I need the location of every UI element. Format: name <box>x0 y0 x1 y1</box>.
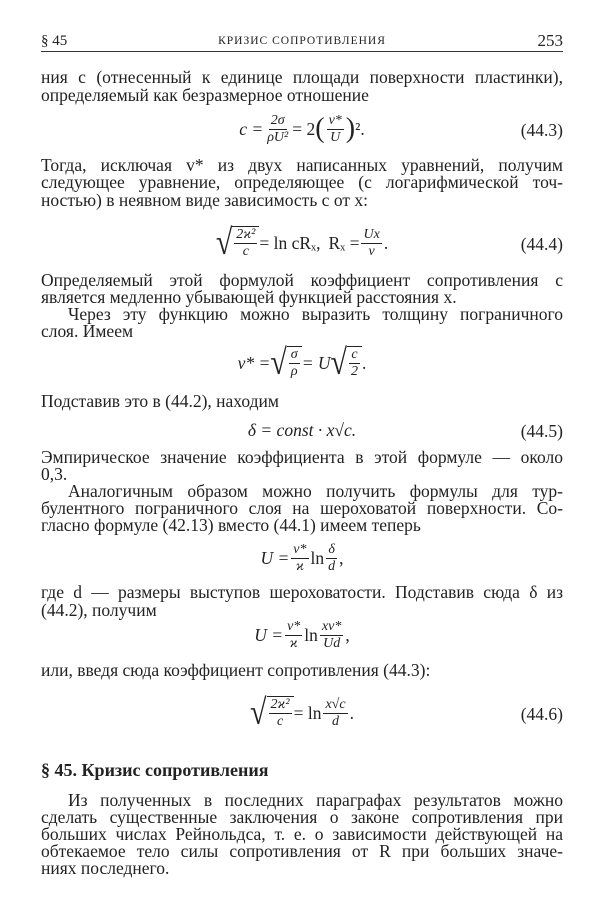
equation-44-5 <box>41 410 563 450</box>
page-number: 253 <box>537 31 563 50</box>
eq-part: = 2 <box>292 118 316 139</box>
text-line: 0,3. <box>41 464 68 484</box>
eq-part: . <box>383 232 389 253</box>
eq-part: = ln <box>293 702 322 723</box>
eq-part: . <box>362 352 367 373</box>
text-line: Аналогичным образом можно получить формулы для тур- <box>68 481 563 501</box>
eq-part: ρU² <box>267 129 289 145</box>
eq-part: c <box>351 347 358 362</box>
text-line: слоя. Имеем <box>41 321 134 341</box>
text-line: где d — размеры выступов шероховатости. Подставив сюда δ из <box>41 582 563 602</box>
text-line: или, введя сюда коэффициент сопротивления (44.3): <box>41 660 431 680</box>
eq-part: d <box>332 713 340 729</box>
eq-part: 2ϰ² <box>236 227 256 242</box>
eq-part: v* <box>293 541 307 557</box>
section-heading: § 45. Кризис сопротивления <box>41 760 269 780</box>
eq-part: δ = const · x√c. <box>247 419 357 440</box>
eq-part: U <box>330 129 341 145</box>
eq-part: , <box>345 624 350 645</box>
text-line: следующее уравнение, определяющее (с логарифмической точ- <box>41 172 563 192</box>
eq-part: ϰ <box>289 635 298 651</box>
eq-part: ². <box>355 118 365 139</box>
equation-rough-velocity <box>41 538 563 578</box>
eq-part: U = <box>260 547 290 568</box>
eq-part: v* <box>328 112 342 128</box>
eq-part: U = <box>254 624 284 645</box>
text-line: ниях последнего. <box>41 858 170 878</box>
eq-part: c <box>242 244 249 259</box>
eq-part: c = <box>239 118 264 139</box>
text-line: является медленно убывающей функцией расстояния x. <box>41 287 457 307</box>
text-line: ностью) в неявном виде зависимость c от x: <box>41 190 368 210</box>
eq-part: δ <box>328 541 335 557</box>
eq-part: Rₓ = <box>328 232 360 253</box>
equation-44-3: c = $\frac{2\sigma}{\text{ρU²}}$ = 2 ( v* U ) ². (44.3) <box>239 112 563 145</box>
eq-part: = U <box>301 352 331 373</box>
eq-part: 2 <box>351 364 358 379</box>
eq-part: v* = <box>237 352 271 373</box>
eq-part: v* <box>287 618 301 634</box>
eq-part: ϰ <box>295 558 304 574</box>
text-line: обтекаемое тело силы сопротивления от R при больших значе- <box>41 841 563 861</box>
eq-part: Ud <box>323 635 341 651</box>
eq-part: Ux <box>363 226 380 242</box>
text-line: определяемый как безразмерное отношение <box>41 85 369 105</box>
eq-part: ln <box>310 547 325 568</box>
eq-part: c <box>276 714 284 729</box>
text-line: Из полученных в последних параграфах результатов можно <box>68 790 563 810</box>
text-line: Тогда, исключая v* из двух написанных уравнений, получим <box>41 155 563 175</box>
eq-part: 2σ <box>270 112 285 128</box>
header-title: КРИЗИС СОПРОТИВЛЕНИЯ <box>218 35 386 47</box>
text-line: булентного пограничного слоя на шероховатой поверхности. Со- <box>41 498 563 518</box>
text-line: Подставив это в (44.2), находим <box>41 391 279 411</box>
text-line: гласно формуле (42.13) вместо (44.1) имеем теперь <box>41 515 421 535</box>
eq-part: xv* <box>321 618 342 634</box>
equation-number: (44.3) <box>520 120 563 140</box>
equation-friction-velocity: v* = √ σ ρ = U √ c 2 . <box>237 342 367 383</box>
running-header <box>41 31 563 52</box>
eq-part: ln <box>304 624 318 645</box>
eq-part: 2ϰ² <box>270 697 290 712</box>
text-line: (44.2), получим <box>41 600 157 620</box>
equation-number: (44.5) <box>520 421 563 441</box>
eq-part: , <box>339 547 344 568</box>
eq-part: d <box>328 558 336 574</box>
text-line: сделать существенные заключения о законе сопротивления при <box>41 807 563 827</box>
equation-number: (44.4) <box>520 234 563 254</box>
eq-part: = ln cRₓ, <box>259 232 321 253</box>
header-section: § 45 <box>41 33 68 49</box>
eq-part: ν <box>368 243 375 259</box>
text-line: Через эту функцию можно выразить толщину пограничного <box>68 304 563 324</box>
equation-rough-velocity-2 <box>41 615 563 655</box>
equation-44-4: √ 2ϰ² c = ln cRₓ, Rₓ = $\frac{Ux}{\nu}$ . (44.4) <box>215 222 563 263</box>
text-line: Определяемый этой формулой коэффициент сопротивления c <box>41 270 563 290</box>
equation-number: (44.6) <box>520 704 563 724</box>
text-line: Эмпирическое значение коэффициента в этой формуле — около <box>41 447 563 467</box>
text-line: ния c (отнесенный к единице площади поверхности пластинки), <box>41 67 563 87</box>
text-line: больших числах Рейнольдса, т. е. о зависимости действующей на <box>41 824 563 844</box>
eq-part: σ <box>290 347 298 362</box>
eq-part: . <box>349 702 354 723</box>
equation-44-6: √ 2ϰ² c = ln x√c d . (44.6) <box>250 692 563 733</box>
eq-part: x√c <box>325 696 346 712</box>
eq-part: ρ <box>290 364 298 379</box>
